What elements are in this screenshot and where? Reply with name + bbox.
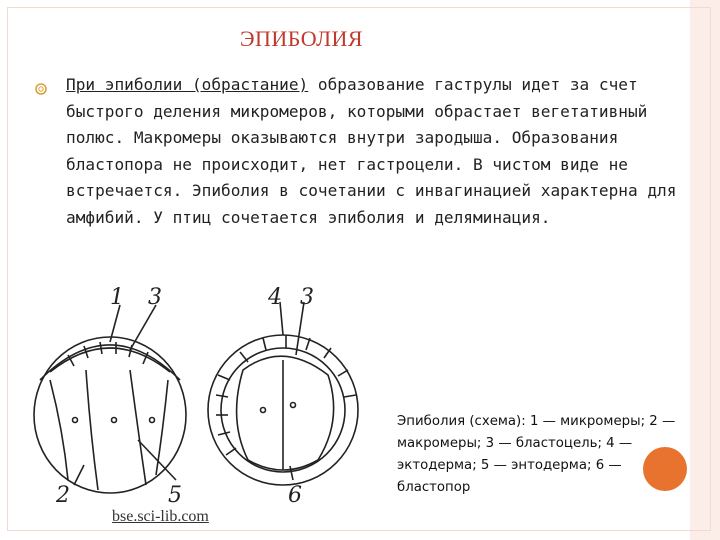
slide-title: ЭПИБОЛИЯ [240,26,364,51]
label-6: 6 [288,483,302,508]
label-2: 2 [56,483,70,508]
accent-dot [643,447,687,491]
figure-caption: Эпиболия (схема): 1 — микромеры; 2 — макромеры; 3 — бластоцель; 4 — эктодерма; 5 — энтодерма; 6 — бластопор [397,414,676,495]
body-term: При эпиболии (обрастание) [66,75,309,94]
label-4: 4 [268,285,282,310]
bullet-icon [34,82,48,96]
body-rest: образование гаструлы идет за счет быстрого деления микромеров, которыми обрастает вегетативный полюс. Макромеры оказываются внутри зародыша. Образования бластопора не происходит, нет гастроцели. В чистом виде не встречается. Эпиболия в сочетании с инвагинацией характерна для амфибий. У птиц сочетается эпиболия и деляминация. [66,75,677,227]
label-3-left: 3 [148,285,162,310]
label-5: 5 [168,483,182,508]
epiboly-diagram [28,280,368,510]
label-1: 1 [110,285,124,310]
source-link[interactable]: bse.sci-lib.com [112,508,209,525]
slide-body [66,72,684,232]
label-3-right: 3 [300,285,314,310]
